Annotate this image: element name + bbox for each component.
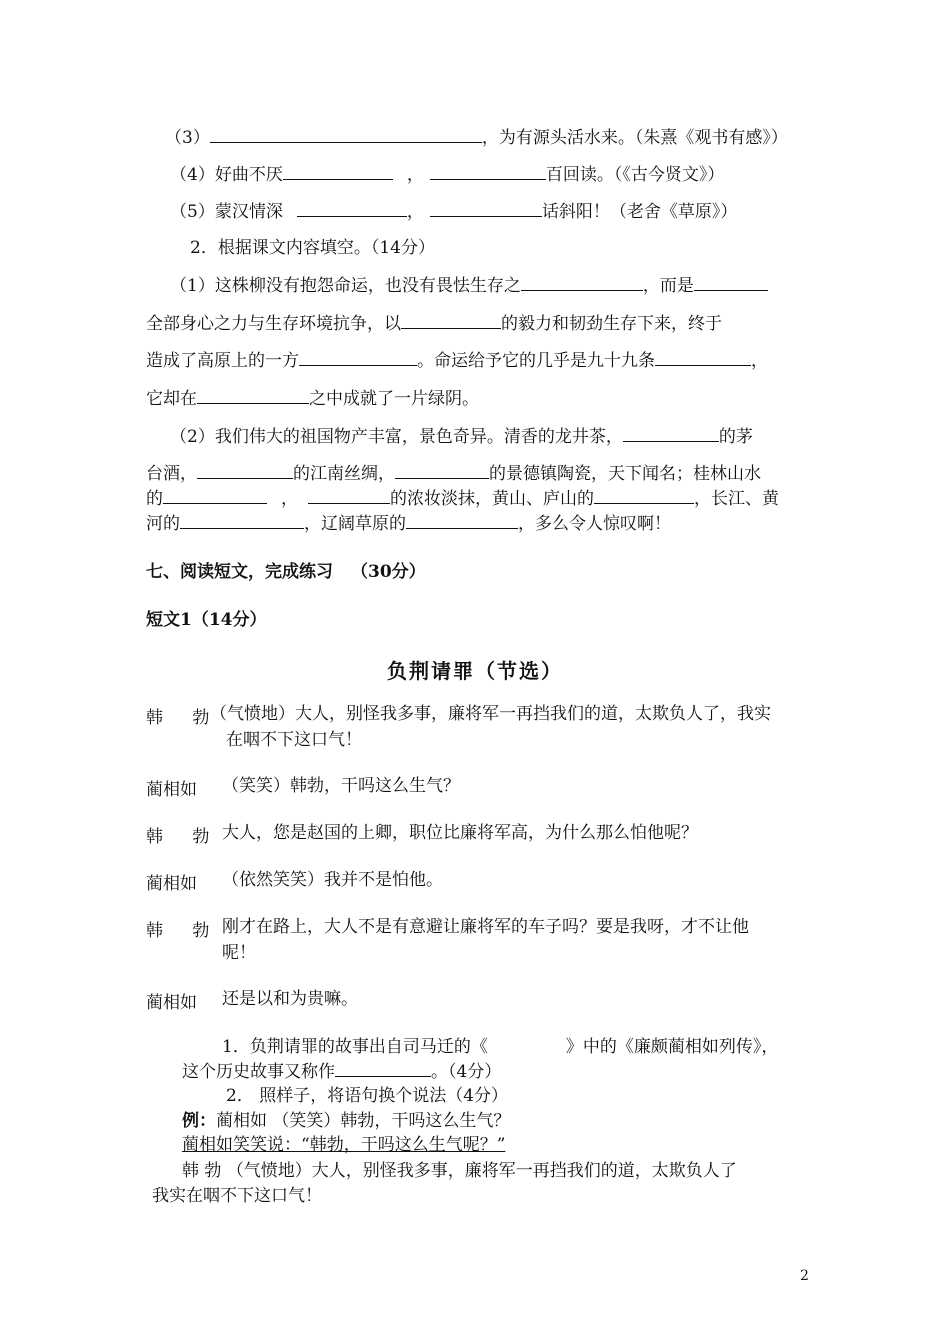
answer-blank[interactable] — [655, 349, 751, 366]
comma: ， — [406, 165, 424, 185]
text: 台酒， — [146, 464, 197, 484]
answer-blank[interactable] — [299, 349, 417, 366]
text: 它却在 — [146, 389, 197, 409]
text: ， — [281, 489, 298, 509]
example-label: 例： — [182, 1111, 216, 1131]
answer-blank[interactable] — [430, 200, 542, 217]
task-line-2: 我实在咽不下这口气！ — [152, 1186, 322, 1206]
text: 》中的《廉颇蔺相如列传》， — [565, 1037, 779, 1057]
example-line — [182, 1110, 510, 1132]
text: 这个历史故事又称作 — [182, 1062, 335, 1082]
answer-blank[interactable] — [335, 1060, 431, 1077]
speaker: 蔺相如 — [146, 780, 197, 800]
para2-line1 — [170, 425, 753, 448]
answer-blank[interactable] — [163, 487, 267, 504]
speech: 刚才在路上，大人不是有意避让廉将军的车子吗？要是我呀，才不让他 — [222, 917, 749, 937]
poem-item-5 — [170, 200, 737, 223]
text: 之中成就了一片绿阴。 — [309, 389, 479, 409]
answer-blank[interactable] — [395, 462, 489, 479]
text: （1）这株柳没有抱怨命运，也没有畏怯生存之 — [170, 276, 521, 296]
para1-line1 — [170, 274, 768, 297]
exercise-1-line2 — [182, 1060, 501, 1083]
text: 的毅力和韧劲生存下来，终于 — [501, 314, 722, 334]
example-answer: 蔺相如笑笑说：“韩勃，干吗这么生气呢？” — [182, 1135, 506, 1155]
answer-blank[interactable] — [308, 487, 390, 504]
speech: 大人，您是赵国的上卿，职位比廉将军高，为什么那么怕他呢？ — [222, 823, 698, 843]
text: 造成了高原上的一方 — [146, 351, 299, 371]
poem-lead: （4）好曲不厌 — [170, 165, 283, 185]
speaker: 蔺相如 — [146, 874, 197, 894]
text: （2）我们伟大的祖国物产丰富，景色奇异。清香的龙井茶， — [170, 427, 623, 447]
para2-line2 — [146, 462, 761, 485]
text: 的茅 — [718, 427, 753, 447]
speaker: 蔺相如 — [146, 993, 197, 1013]
answer-blank[interactable] — [197, 462, 293, 479]
answer-blank[interactable] — [430, 163, 546, 180]
speech: （气愤地）大人，别怪我多事，廉将军一再挡我们的道，太欺负人了，我实 — [210, 704, 771, 724]
text: ， — [751, 351, 768, 371]
poem-item-3 — [165, 126, 788, 149]
speech: （笑笑）韩勃，干吗这么生气？ — [222, 776, 460, 796]
para2-line4 — [146, 512, 671, 535]
answer-blank[interactable] — [623, 425, 719, 442]
exercise-2-heading: 2． 照样子，将语句换个说法（4分） — [226, 1086, 509, 1106]
answer-blank[interactable] — [283, 163, 393, 180]
passage-label: 短文1（14分） — [146, 610, 267, 630]
answer-blank[interactable] — [197, 387, 309, 404]
answer-blank[interactable] — [180, 512, 304, 529]
answer-blank[interactable] — [297, 200, 407, 217]
text: ，长江、黄 — [694, 489, 779, 509]
page-number: 2 — [800, 1268, 809, 1284]
poem-lead: （5）蒙汉情深 — [170, 202, 283, 222]
para1-line4 — [146, 387, 479, 410]
passage-title: 负荆请罪（节选） — [387, 659, 563, 683]
text: ，而是 — [642, 276, 694, 296]
answer-blank[interactable] — [694, 274, 768, 291]
text: 河的 — [146, 514, 180, 534]
para1-line2 — [146, 312, 722, 335]
speech: 还是以和为贵嘛。 — [222, 989, 358, 1009]
speaker: 韩 勃 — [146, 708, 222, 728]
answer-blank[interactable] — [594, 487, 694, 504]
task-line-1: 韩 勃 （气愤地）大人，别怪我多事，廉将军一再挡我们的道，太欺负人了 — [182, 1161, 737, 1181]
exercise-1-line1 — [222, 1036, 778, 1058]
speech: （依然笑笑）我并不是怕他。 — [222, 870, 443, 890]
answer-blank[interactable] — [210, 126, 482, 143]
section-7-heading — [146, 561, 426, 583]
poem-item-4 — [170, 163, 724, 186]
answer-blank[interactable] — [521, 274, 643, 291]
speech-cont: 呢！ — [222, 943, 256, 963]
text: 的江南丝绸， — [293, 464, 395, 484]
para1-line3 — [146, 349, 768, 372]
speaker: 韩 勃 — [146, 827, 222, 847]
comma: ， — [406, 202, 424, 222]
text: 的 — [146, 489, 163, 509]
answer-blank[interactable] — [401, 312, 501, 329]
example-text: 蔺相如 （笑笑）韩勃，干吗这么生气？ — [216, 1111, 511, 1131]
answer-blank[interactable] — [406, 512, 518, 529]
text: 全部身心之力与生存环境抗争，以 — [146, 314, 401, 334]
speaker: 韩 勃 — [146, 921, 222, 941]
text: 。命运给予它的几乎是九十九条 — [417, 351, 655, 371]
poem-tail: 百回读。（《古今贤文》） — [545, 165, 725, 185]
text: 的浓妆淡抹，黄山、庐山的 — [390, 489, 594, 509]
text: 。（4分） — [431, 1062, 502, 1082]
item-number: （3） — [165, 128, 210, 148]
text: 七、阅读短文，完成练习 — [146, 562, 333, 582]
text: 的景德镇陶瓷，天下闻名；桂林山水 — [489, 464, 761, 484]
para2-line3 — [146, 487, 779, 510]
question-2-heading: 2．根据课文内容填空。（14分） — [190, 238, 435, 258]
text: 1．负荆请罪的故事出自司马迁的《 — [222, 1037, 488, 1057]
poem-tail: 话斜阳！（老舍《草原》） — [541, 202, 738, 222]
text: ，辽阔草原的 — [304, 514, 406, 534]
speech-cont: 在咽不下这口气！ — [226, 730, 362, 750]
text: （30分） — [351, 562, 426, 582]
poem-tail: ，为有源头活水来。（朱熹《观书有感》） — [481, 128, 788, 148]
text: ，多么令人惊叹啊！ — [518, 514, 671, 534]
